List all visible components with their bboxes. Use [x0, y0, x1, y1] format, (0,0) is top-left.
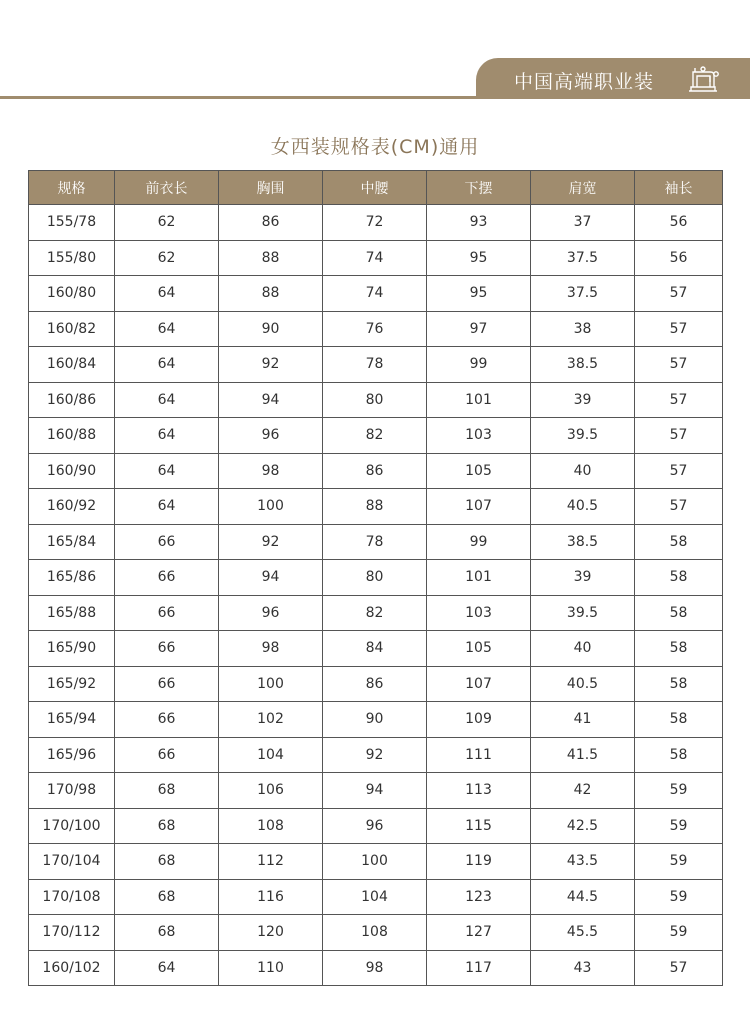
table-cell: 59	[635, 808, 723, 844]
table-row	[29, 524, 723, 560]
table-cell: 100	[323, 844, 427, 880]
table-cell: 113	[427, 773, 531, 809]
table-cell: 101	[427, 560, 531, 596]
table-cell: 41.5	[531, 737, 635, 773]
table-cell: 58	[635, 560, 723, 596]
table-cell: 155/78	[29, 205, 115, 241]
table-cell: 64	[115, 347, 219, 383]
table-cell: 104	[219, 737, 323, 773]
table-cell: 112	[219, 844, 323, 880]
table-cell: 100	[219, 489, 323, 525]
table-cell: 38.5	[531, 524, 635, 560]
table-cell: 88	[219, 240, 323, 276]
table-cell: 92	[219, 347, 323, 383]
table-cell: 37.5	[531, 276, 635, 312]
table-cell: 123	[427, 879, 531, 915]
table-cell: 99	[427, 524, 531, 560]
table-row	[29, 915, 723, 951]
table-cell: 107	[427, 666, 531, 702]
table-cell: 90	[323, 702, 427, 738]
table-cell: 120	[219, 915, 323, 951]
table-cell: 68	[115, 773, 219, 809]
table-cell: 98	[219, 453, 323, 489]
table-row	[29, 382, 723, 418]
table-cell: 66	[115, 560, 219, 596]
table-row	[29, 205, 723, 241]
table-cell: 108	[323, 915, 427, 951]
table-row	[29, 702, 723, 738]
table-cell: 40	[531, 631, 635, 667]
table-cell: 170/112	[29, 915, 115, 951]
column-header: 前衣长	[115, 171, 219, 205]
table-cell: 165/84	[29, 524, 115, 560]
table-cell: 117	[427, 950, 531, 986]
table-cell: 170/98	[29, 773, 115, 809]
table-cell: 37.5	[531, 240, 635, 276]
table-cell: 109	[427, 702, 531, 738]
table-cell: 160/86	[29, 382, 115, 418]
table-cell: 160/90	[29, 453, 115, 489]
table-cell: 66	[115, 595, 219, 631]
table-cell: 86	[323, 453, 427, 489]
table-cell: 111	[427, 737, 531, 773]
table-cell: 64	[115, 950, 219, 986]
table-cell: 57	[635, 950, 723, 986]
table-cell: 68	[115, 915, 219, 951]
table-cell: 39	[531, 560, 635, 596]
column-header: 袖长	[635, 171, 723, 205]
table-cell: 103	[427, 418, 531, 454]
table-row	[29, 773, 723, 809]
table-cell: 57	[635, 382, 723, 418]
table-cell: 58	[635, 702, 723, 738]
table-cell: 62	[115, 240, 219, 276]
table-cell: 68	[115, 844, 219, 880]
table-cell: 59	[635, 773, 723, 809]
table-cell: 40.5	[531, 489, 635, 525]
table-row	[29, 240, 723, 276]
table-cell: 38	[531, 311, 635, 347]
table-cell: 92	[219, 524, 323, 560]
table-cell: 40.5	[531, 666, 635, 702]
brand-text: 中国高端职业装	[514, 71, 655, 93]
table-cell: 82	[323, 595, 427, 631]
table-cell: 86	[219, 205, 323, 241]
table-cell: 84	[323, 631, 427, 667]
table-cell: 42.5	[531, 808, 635, 844]
table-cell: 42	[531, 773, 635, 809]
table-cell: 66	[115, 666, 219, 702]
table-cell: 82	[323, 418, 427, 454]
table-cell: 100	[219, 666, 323, 702]
table-row	[29, 453, 723, 489]
column-header: 胸围	[219, 171, 323, 205]
table-body	[29, 205, 723, 986]
table-cell: 127	[427, 915, 531, 951]
table-cell: 39	[531, 382, 635, 418]
table-cell: 165/92	[29, 666, 115, 702]
table-cell: 119	[427, 844, 531, 880]
table-cell: 105	[427, 453, 531, 489]
brand-tab	[476, 58, 750, 99]
table-cell: 64	[115, 276, 219, 312]
table-cell: 165/94	[29, 702, 115, 738]
table-cell: 58	[635, 631, 723, 667]
table-cell: 43.5	[531, 844, 635, 880]
column-header: 下摆	[427, 171, 531, 205]
table-cell: 165/88	[29, 595, 115, 631]
table-row	[29, 595, 723, 631]
table-cell: 38.5	[531, 347, 635, 383]
table-cell: 160/102	[29, 950, 115, 986]
table-row	[29, 666, 723, 702]
table-cell: 165/86	[29, 560, 115, 596]
table-cell: 101	[427, 382, 531, 418]
table-cell: 39.5	[531, 595, 635, 631]
table-cell: 66	[115, 631, 219, 667]
table-row	[29, 347, 723, 383]
table-cell: 99	[427, 347, 531, 383]
table-row	[29, 844, 723, 880]
table-cell: 78	[323, 524, 427, 560]
table-cell: 64	[115, 382, 219, 418]
table-cell: 97	[427, 311, 531, 347]
table-row	[29, 560, 723, 596]
table-cell: 98	[219, 631, 323, 667]
column-header: 中腰	[323, 171, 427, 205]
table-cell: 86	[323, 666, 427, 702]
table-cell: 88	[323, 489, 427, 525]
table-cell: 62	[115, 205, 219, 241]
table-cell: 57	[635, 453, 723, 489]
size-table	[28, 170, 723, 986]
table-cell: 58	[635, 595, 723, 631]
table-cell: 94	[323, 773, 427, 809]
page-title: 女西装规格表(CM)通用	[270, 136, 480, 158]
table-cell: 66	[115, 737, 219, 773]
table-cell: 58	[635, 524, 723, 560]
table-cell: 37	[531, 205, 635, 241]
table-cell: 105	[427, 631, 531, 667]
table-cell: 80	[323, 382, 427, 418]
table-cell: 64	[115, 418, 219, 454]
table-cell: 64	[115, 311, 219, 347]
table-cell: 94	[219, 382, 323, 418]
table-cell: 95	[427, 240, 531, 276]
table-cell: 102	[219, 702, 323, 738]
table-cell: 44.5	[531, 879, 635, 915]
table-cell: 56	[635, 240, 723, 276]
table-cell: 90	[219, 311, 323, 347]
table-row	[29, 808, 723, 844]
table-header-row	[29, 171, 723, 205]
table-cell: 96	[219, 418, 323, 454]
table-cell: 115	[427, 808, 531, 844]
table-cell: 56	[635, 205, 723, 241]
table-cell: 80	[323, 560, 427, 596]
table-cell: 74	[323, 276, 427, 312]
table-row	[29, 737, 723, 773]
table-cell: 160/88	[29, 418, 115, 454]
table-cell: 96	[323, 808, 427, 844]
table-cell: 57	[635, 489, 723, 525]
table-cell: 165/96	[29, 737, 115, 773]
table-row	[29, 276, 723, 312]
table-cell: 108	[219, 808, 323, 844]
table-cell: 92	[323, 737, 427, 773]
table-cell: 57	[635, 347, 723, 383]
table-cell: 40	[531, 453, 635, 489]
table-cell: 57	[635, 311, 723, 347]
table-cell: 170/100	[29, 808, 115, 844]
table-cell: 64	[115, 489, 219, 525]
column-header: 规格	[29, 171, 115, 205]
table-cell: 78	[323, 347, 427, 383]
table-cell: 160/92	[29, 489, 115, 525]
table-cell: 57	[635, 276, 723, 312]
table-cell: 74	[323, 240, 427, 276]
table-cell: 41	[531, 702, 635, 738]
table-cell: 96	[219, 595, 323, 631]
table-row	[29, 489, 723, 525]
table-cell: 66	[115, 524, 219, 560]
table-cell: 160/82	[29, 311, 115, 347]
column-header: 肩宽	[531, 171, 635, 205]
table-cell: 68	[115, 808, 219, 844]
table-cell: 165/90	[29, 631, 115, 667]
table-cell: 76	[323, 311, 427, 347]
table-cell: 110	[219, 950, 323, 986]
table-cell: 103	[427, 595, 531, 631]
table-cell: 106	[219, 773, 323, 809]
table-cell: 170/104	[29, 844, 115, 880]
table-row	[29, 311, 723, 347]
table-cell: 72	[323, 205, 427, 241]
table-cell: 45.5	[531, 915, 635, 951]
table-row	[29, 879, 723, 915]
table-cell: 57	[635, 418, 723, 454]
table-row	[29, 631, 723, 667]
table-cell: 39.5	[531, 418, 635, 454]
table-cell: 64	[115, 453, 219, 489]
table-cell: 160/80	[29, 276, 115, 312]
table-cell: 59	[635, 844, 723, 880]
table-cell: 58	[635, 737, 723, 773]
table-cell: 98	[323, 950, 427, 986]
table-cell: 116	[219, 879, 323, 915]
sewing-machine-icon	[686, 64, 720, 94]
table-cell: 95	[427, 276, 531, 312]
table-cell: 66	[115, 702, 219, 738]
table-cell: 93	[427, 205, 531, 241]
table-row	[29, 950, 723, 986]
table-row	[29, 418, 723, 454]
table-cell: 104	[323, 879, 427, 915]
table-cell: 58	[635, 666, 723, 702]
table-cell: 160/84	[29, 347, 115, 383]
table-cell: 170/108	[29, 879, 115, 915]
table-cell: 68	[115, 879, 219, 915]
table-cell: 107	[427, 489, 531, 525]
table-cell: 94	[219, 560, 323, 596]
table-cell: 88	[219, 276, 323, 312]
table-cell: 155/80	[29, 240, 115, 276]
table-cell: 59	[635, 915, 723, 951]
table-cell: 59	[635, 879, 723, 915]
table-cell: 43	[531, 950, 635, 986]
